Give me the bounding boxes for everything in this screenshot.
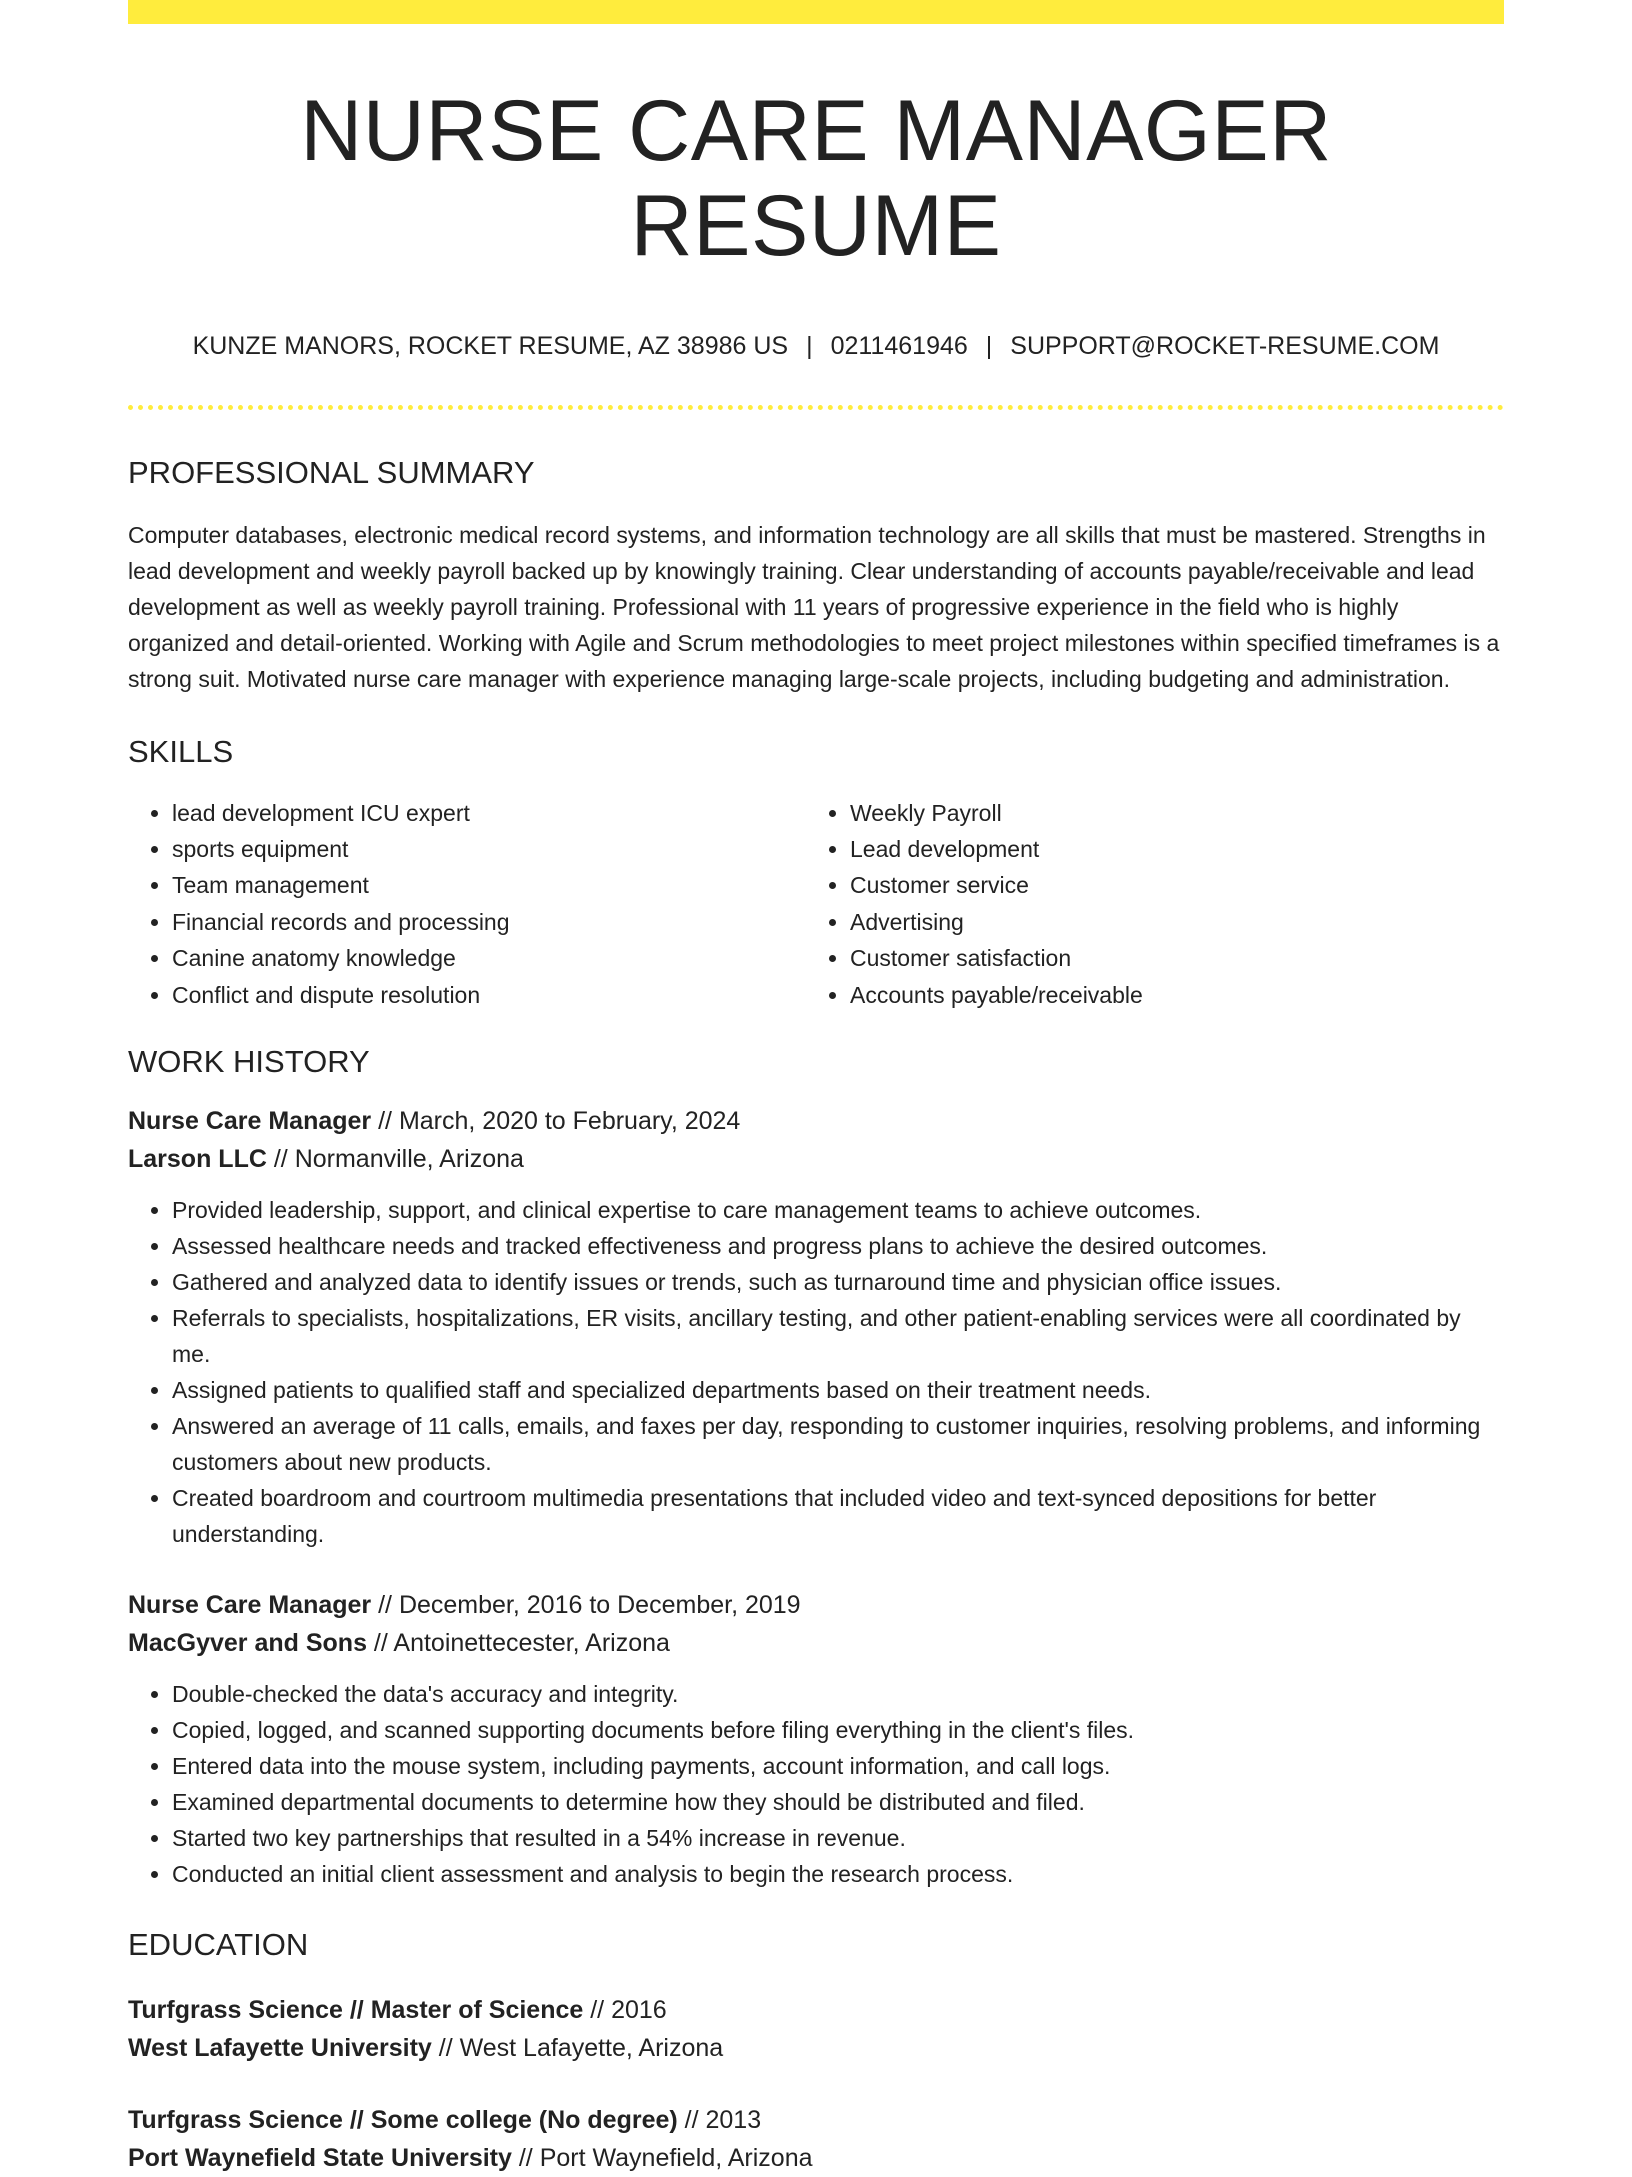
job-title: Nurse Care Manager [128, 1107, 372, 1136]
list-item: • Provided leadership, support, and clinical expertise to care management teams to achieve outcomes. [172, 1192, 1504, 1228]
school-location: // West Lafayette, Arizona [431, 2034, 724, 2063]
skill-item: • Accounts payable/receivable [850, 977, 1484, 1013]
list-item: • Started two key partnerships that resulted in a 54% increase in revenue. [172, 1820, 1504, 1856]
education-entry [128, 2101, 1504, 2177]
skill-item: • sports equipment [172, 831, 806, 867]
job-company-line [128, 1140, 1504, 1178]
contact-line [128, 331, 1504, 361]
list-item: • Answered an average of 11 calls, emails, and faxes per day, responding to customer inquiries, resolving problems, and informing customers about new products. [172, 1408, 1504, 1480]
graduation-year: // 2016 [583, 1996, 667, 2025]
work-history-heading: WORK HISTORY [128, 1044, 370, 1079]
skill-item: • Customer service [850, 867, 1484, 903]
school-name: Port Waynefield State University [128, 2144, 512, 2173]
skill-item: • Weekly Payroll [850, 795, 1484, 831]
job-location: // Antoinettecester, Arizona [366, 1629, 670, 1658]
contact-separator: | [985, 332, 993, 361]
contact-phone: 0211461946 [830, 332, 968, 361]
summary-heading: PROFESSIONAL SUMMARY [128, 455, 535, 491]
skills-heading: SKILLS [128, 734, 234, 770]
job-entry [128, 1586, 1504, 1892]
dotted-divider [128, 405, 1504, 410]
page-title: NURSE CARE MANAGER RESUME [300, 83, 1332, 274]
skills-list-left [128, 795, 806, 1013]
skills-list-right [806, 795, 1484, 1013]
education-heading: EDUCATION [128, 1927, 309, 1963]
list-item: • Entered data into the mouse system, including payments, account information, and call logs. [172, 1748, 1504, 1784]
top-accent-bar [128, 0, 1504, 24]
summary-text: Computer databases, electronic medical record systems, and information technology are all skills that must be mastered. Strengths in lead development and weekly payroll backed up by knowingly training. Clear understanding of accounts payable/receivable and lead development as well as weekly payroll training. Professional with 11 years of progressive experience in the field who is highly organized and detail-oriented. Working with Agile and Scrum methodologies to meet project milestones within specified timeframes is a strong suit. Motivated nurse care manager with experience managing large-scale projects, including budgeting and administration. [128, 522, 1500, 693]
skill-item: • Canine anatomy knowledge [172, 940, 806, 976]
list-item: • Examined departmental documents to determine how they should be distributed and filed. [172, 1784, 1504, 1820]
job-dates: // December, 2016 to December, 2019 [371, 1591, 801, 1620]
job-dates: // March, 2020 to February, 2024 [371, 1107, 741, 1136]
list-item: • Referrals to specialists, hospitalizations, ER visits, ancillary testing, and other patient-enabling services were all coordinated by me. [172, 1300, 1504, 1372]
degree: Turfgrass Science // Some college (No degree) [128, 2106, 678, 2135]
job-company: MacGyver and Sons [128, 1629, 367, 1658]
job-title: Nurse Care Manager [128, 1591, 372, 1620]
skill-item: • Financial records and processing [172, 904, 806, 940]
contact-address: KUNZE MANORS, ROCKET RESUME, AZ 38986 US [192, 332, 789, 361]
job-entry [128, 1102, 1504, 1552]
job-bullets [128, 1676, 1504, 1892]
list-item: • Assigned patients to qualified staff and specialized departments based on their treatment needs. [172, 1372, 1504, 1408]
degree-line [128, 1991, 1504, 2029]
contact-separator: | [806, 332, 813, 361]
school-location: // Port Waynefield, Arizona [511, 2144, 813, 2173]
job-title-line [128, 1102, 1504, 1140]
resume-page [128, 0, 1504, 2177]
education-entry [128, 1991, 1504, 2067]
skill-item: • Lead development [850, 831, 1484, 867]
list-item: • Gathered and analyzed data to identify issues or trends, such as turnaround time and physician office issues. [172, 1264, 1504, 1300]
job-location: // Normanville, Arizona [266, 1145, 524, 1174]
list-item: • Created boardroom and courtroom multimedia presentations that included video and text-synced depositions for better understanding. [172, 1480, 1504, 1552]
skill-item: • lead development ICU expert [172, 795, 806, 831]
graduation-year: // 2013 [677, 2106, 762, 2135]
skill-item: • Conflict and dispute resolution [172, 977, 806, 1013]
skill-item: • Advertising [850, 904, 1484, 940]
job-title-line [128, 1586, 1504, 1624]
job-company-line [128, 1624, 1504, 1662]
list-item: • Assessed healthcare needs and tracked effectiveness and progress plans to achieve the desired outcomes. [172, 1228, 1504, 1264]
skill-item: • Customer satisfaction [850, 940, 1484, 976]
degree-line [128, 2101, 1504, 2139]
school-line [128, 2139, 1504, 2177]
skill-item: • Team management [172, 867, 806, 903]
job-bullets [128, 1192, 1504, 1552]
skills-columns [128, 795, 1504, 1013]
school-line [128, 2029, 1504, 2067]
contact-email: SUPPORT@ROCKET-RESUME.COM [1010, 332, 1440, 361]
school-name: West Lafayette University [128, 2034, 432, 2063]
list-item: • Conducted an initial client assessment and analysis to begin the research process. [172, 1856, 1504, 1892]
job-company: Larson LLC [128, 1145, 267, 1174]
degree: Turfgrass Science // Master of Science [128, 1996, 584, 2025]
list-item: • Double-checked the data's accuracy and integrity. [172, 1676, 1504, 1712]
list-item: • Copied, logged, and scanned supporting documents before filing everything in the client's files. [172, 1712, 1504, 1748]
